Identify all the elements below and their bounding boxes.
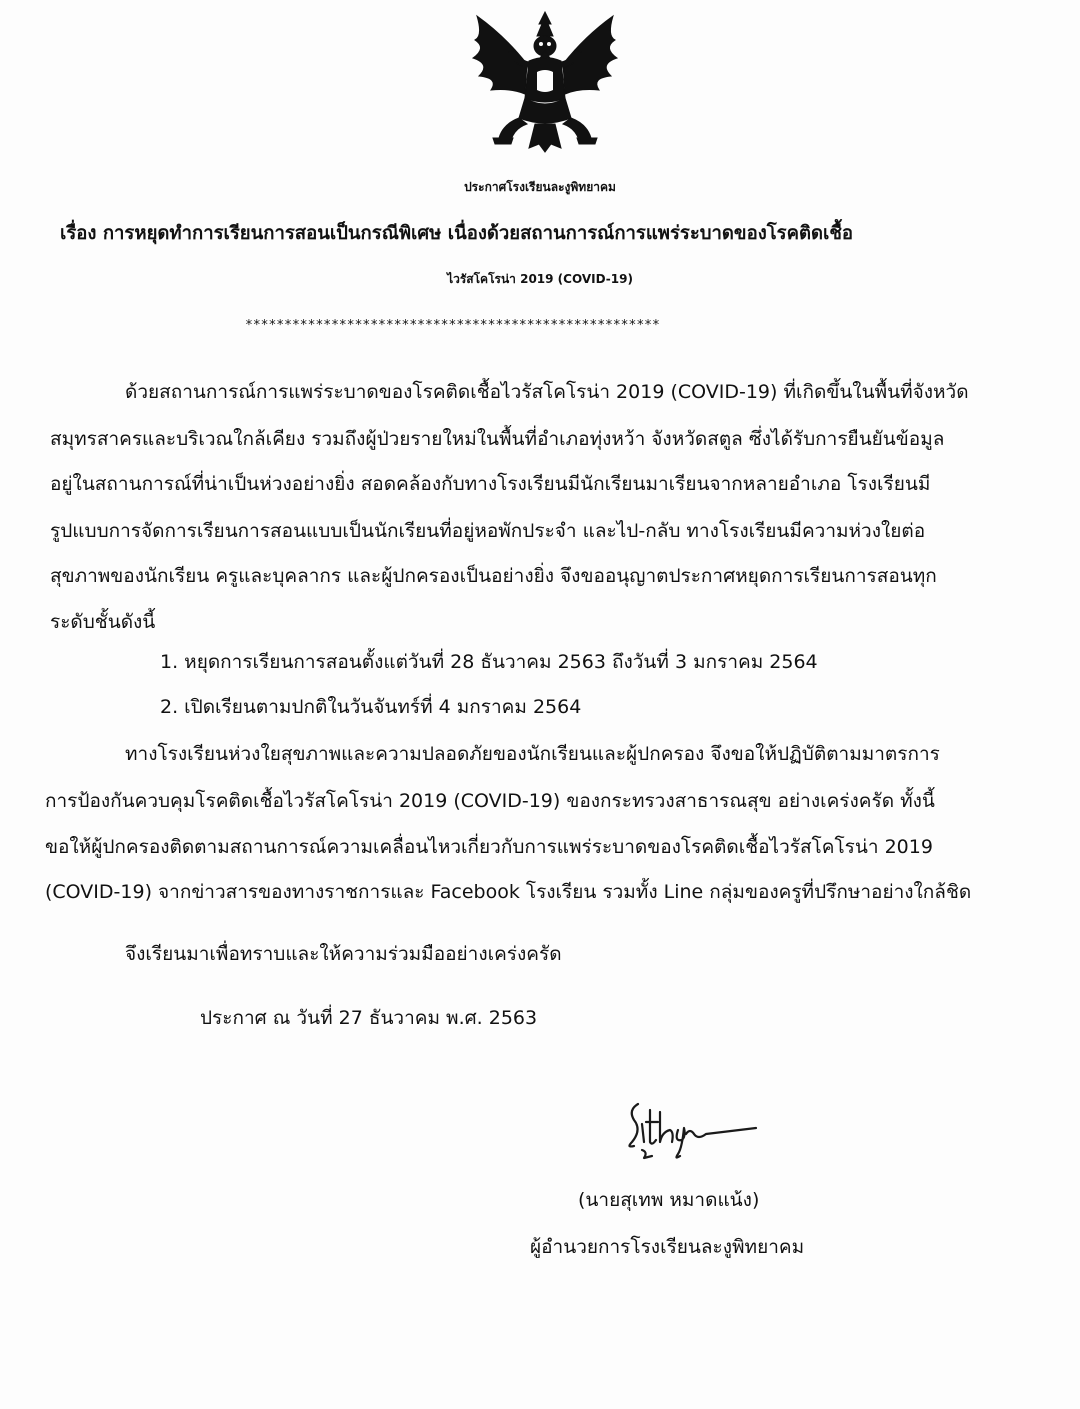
paragraph1-line: ระดับชั้นดังนี้	[50, 611, 156, 633]
date-line: ประกาศ ณ วันที่ 27 ธันวาคม พ.ศ. 2563	[200, 1007, 538, 1029]
paragraph2-line: (COVID-19) จากข่าวสารของทางราชการและ Facebook โรงเรียน รวมทั้ง Line กลุ่มของครูที่ปรึกษาอย่างใกล้ชิด	[45, 881, 972, 903]
announcement-title: ประกาศโรงเรียนละงูพิทยาคม	[464, 180, 616, 194]
subject-line-1: เรื่อง การหยุดทำการเรียนการสอนเป็นกรณีพิเศษ เนื่องด้วยสถานการณ์การแพร่ระบาดของโรคติดเชื้อ	[60, 223, 853, 244]
paragraph2-line: ขอให้ผู้ปกครองติดตามสถานการณ์ความเคลื่อนไหวเกี่ยวกับการแพร่ระบาดของโรคติดเชื้อไวรัสโคโรน่า 2019	[45, 836, 933, 858]
separator-stars: *****************************************************	[245, 318, 660, 333]
garuda-emblem-icon	[455, 6, 635, 154]
list-item: 1. หยุดการเรียนการสอนตั้งแต่วันที่ 28 ธันวาคม 2563 ถึงวันที่ 3 มกราคม 2564	[160, 651, 818, 673]
paragraph2-line: ทางโรงเรียนห่วงใยสุขภาพและความปลอดภัยของนักเรียนและผู้ปกครอง จึงขอให้ปฏิบัติตามมาตรการ	[125, 743, 940, 765]
handwritten-signature	[620, 1090, 760, 1170]
signatory-position: ผู้อำนวยการโรงเรียนละงูพิทยาคม	[530, 1236, 805, 1258]
list-item: 2. เปิดเรียนตามปกติในวันจันทร์ที่ 4 มกราคม 2564	[160, 696, 582, 718]
closing-line: จึงเรียนมาเพื่อทราบและให้ความร่วมมืออย่างเคร่งครัด	[125, 943, 562, 965]
paragraph1-line: อยู่ในสถานการณ์ที่น่าเป็นห่วงอย่างยิ่ง สอดคล้องกับทางโรงเรียนมีนักเรียนมาเรียนจากหลายอำเภอ โรงเรียนมี	[50, 473, 931, 495]
signatory-name: (นายสุเทพ หมาดแน้ง)	[578, 1189, 760, 1211]
subject-line-2: ไวรัสโคโรน่า 2019 (COVID-19)	[447, 272, 633, 286]
paragraph1-line: สุขภาพของนักเรียน ครูและบุคลากร และผู้ปกครองเป็นอย่างยิ่ง จึงขออนุญาตประกาศหยุดการเรียนการสอนทุก	[50, 565, 937, 587]
paragraph2-line: การป้องกันควบคุมโรคติดเชื้อไวรัสโคโรน่า 2019 (COVID-19) ของกระทรวงสาธารณสุข อย่างเคร่งครัด ทั้งนี้	[45, 790, 935, 812]
paragraph1-line: ด้วยสถานการณ์การแพร่ระบาดของโรคติดเชื้อไวรัสโคโรน่า 2019 (COVID-19) ที่เกิดขึ้นในพื้นที่จังหวัด	[125, 381, 969, 403]
paragraph1-line: สมุทรสาครและบริเวณใกล้เคียง รวมถึงผู้ป่วยรายใหม่ในพื้นที่อำเภอทุ่งหว้า จังหวัดสตูล ซึ่งได้รับการยืนยันข้อมูล	[50, 428, 945, 450]
paragraph1-line: รูปแบบการจัดการเรียนการสอนแบบเป็นนักเรียนที่อยู่หอพักประจำ และไป-กลับ ทางโรงเรียนมีความห่วงใยต่อ	[50, 520, 926, 542]
